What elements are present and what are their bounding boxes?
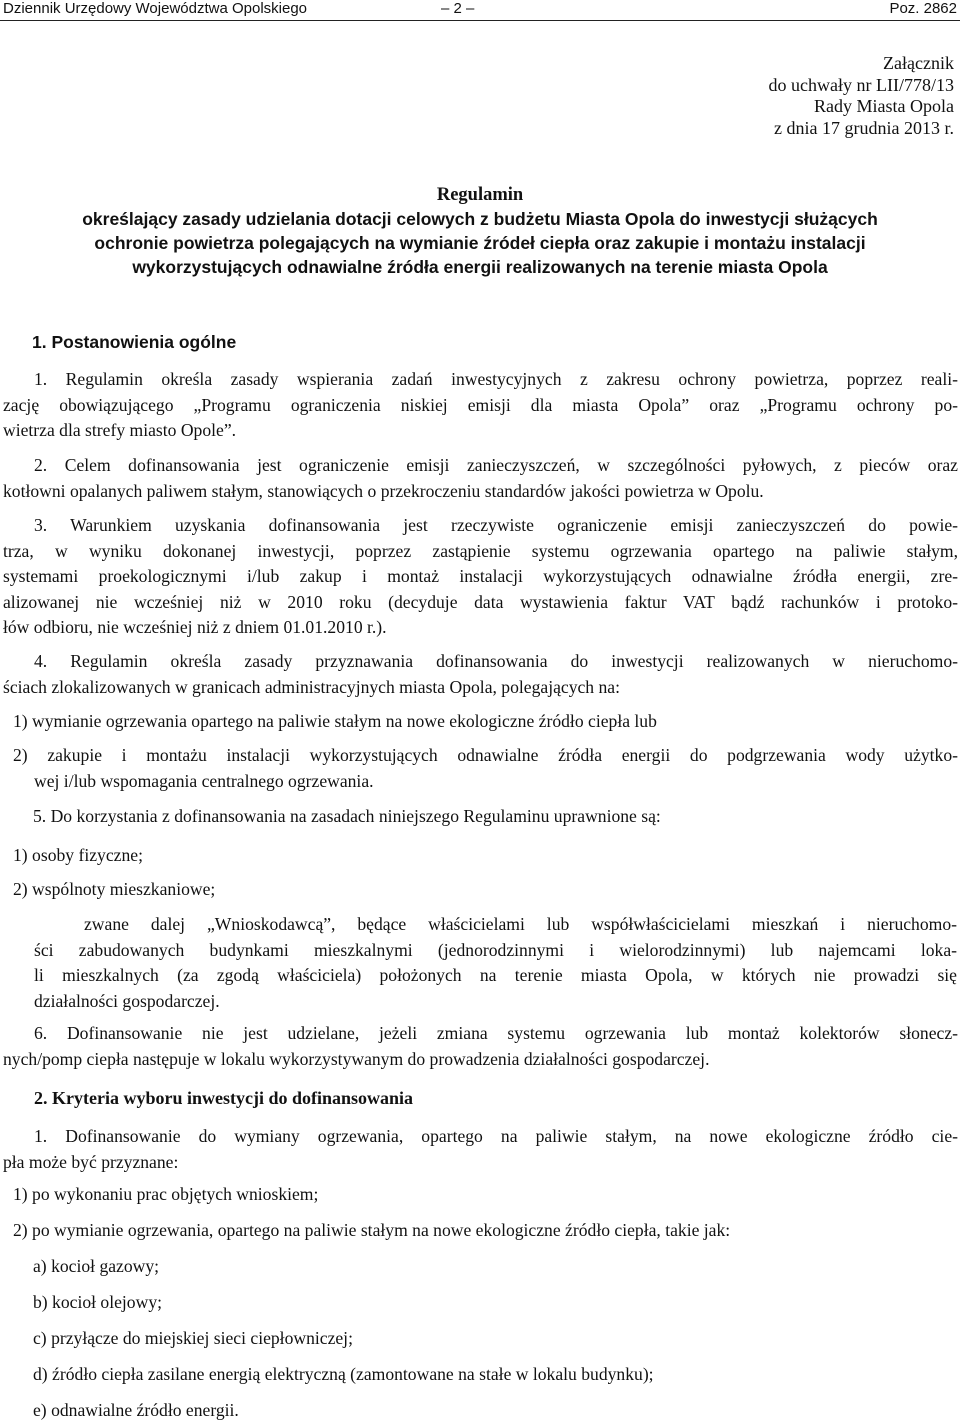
- text-line: li mieszkalnych (za zgodą właściciela) położonych na terenie miasta Opola, w których nie prowadzi się: [34, 965, 957, 985]
- title-line: określający zasady udzielania dotacji celowych z budżetu Miasta Opola do inwestycji służących: [82, 209, 878, 229]
- text-line: ściach zlokalizowanych w granicach administracyjnych miasta Opola, polegających na:: [3, 676, 621, 697]
- list-item: 2) po wymianie ogrzewania, opartego na paliwie stałym na nowe ekologiczne źródło ciepła, takie jak:: [13, 1220, 731, 1240]
- list-item: [13, 743, 958, 794]
- text-line: pła może być przyznane:: [3, 1151, 179, 1172]
- paragraph-note: [34, 912, 957, 1014]
- annex-block: [769, 53, 954, 139]
- list-item: 1) wymianie ogrzewania opartego na paliwie stałym na nowe ekologiczne źródło ciepła lub: [13, 711, 657, 731]
- paragraph-1: [3, 367, 958, 444]
- title-line: ochronie powietrza polegających na wymianie źródeł ciepła oraz zakupie i montażu instalacji: [94, 233, 866, 253]
- paragraph-3: [3, 513, 958, 641]
- text-line: ści zabudowanych budynkami mieszkalnymi (jednorodzinnymi i wielorodzinnymi) lub najemcami loka-: [34, 939, 957, 960]
- text-line: 6. Dofinansowanie nie jest udzielane, jeżeli zmiana systemu ogrzewania lub montaż kolektorów słonecz-: [34, 1023, 958, 1043]
- page-header: [0, 0, 960, 22]
- text-line: 1. Regulamin określa zasady wspierania zadań inwestycyjnych z zakresu ochrony powietrza, poprzez reali-: [34, 369, 958, 389]
- list-item: 1) osoby fizyczne;: [13, 845, 143, 865]
- section-heading-1: 1. Postanowienia ogólne: [32, 332, 237, 352]
- text-line: zację obowiązującego „Programu ograniczenia niskiej emisji dla miasta Opola” oraz „Programu ochrony po-: [3, 394, 958, 415]
- list-item: d) źródło ciepła zasilane energią elektryczną (zamontowane na stałe w lokalu budynku);: [33, 1364, 654, 1384]
- paragraph-7: [3, 1124, 958, 1175]
- list-item: c) przyłącze do miejskiej sieci ciepłowniczej;: [33, 1328, 353, 1348]
- page-number: – 2 –: [441, 0, 475, 17]
- text-line: alizowanej nie wcześniej niż w 2010 roku (decyduje data wystawienia faktur VAT bądź rachunków i protoko-: [3, 591, 958, 612]
- paragraph-2: [3, 453, 958, 504]
- list-item: a) kocioł gazowy;: [33, 1256, 160, 1276]
- text-line: 1. Dofinansowanie do wymiany ogrzewania, opartego na paliwie stałym, na nowe ekologiczne źródło cie-: [34, 1126, 958, 1146]
- list-item: b) kocioł olejowy;: [33, 1292, 162, 1312]
- annex-line: Rady Miasta Opola: [814, 96, 954, 116]
- title-head: Regulamin: [436, 185, 524, 205]
- list-item: 1) po wykonaniu prac objętych wnioskiem;: [13, 1184, 319, 1204]
- text-line: systemami proekologicznymi i/lub zakup i montaż instalacji wykorzystujących odnawialne źródła energii, zre-: [3, 566, 958, 586]
- text-line: kotłowni opalanych paliwem stałym, stanowiących o przekroczeniu standardów jakości powietrza w Opolu.: [3, 480, 764, 501]
- journal-title: Dziennik Urzędowy Województwa Opolskiego: [3, 0, 308, 17]
- text-line: działalności gospodarczej.: [34, 990, 220, 1011]
- text-line: wej i/lub wspomagania centralnego ogrzewania.: [34, 770, 374, 791]
- paragraph-6: [3, 1021, 958, 1072]
- position-number: Poz. 2862: [889, 0, 957, 17]
- paragraph-4: [3, 649, 958, 700]
- text-line: trza, w wyniku dokonanej inwestycji, poprzez zastąpienie systemu ogrzewania opartego na paliwie stałym,: [3, 540, 958, 561]
- header-divider: [0, 20, 960, 21]
- text-line: wietrza dla strefy miasto Opole”.: [3, 420, 237, 440]
- annex-line: Załącznik: [883, 53, 954, 73]
- annex-line: do uchwały nr LII/778/13: [768, 74, 954, 95]
- document-title: [0, 183, 960, 279]
- text-line: 3. Warunkiem uzyskania dofinansowania jest rzeczywiste ograniczenie emisji zanieczyszczeń do powie-: [34, 515, 958, 535]
- list-item: e) odnawialne źródło energii.: [33, 1400, 239, 1420]
- paragraph-5: 5. Do korzystania z dofinansowania na zasadach niniejszego Regulaminu uprawnione są:: [33, 806, 661, 826]
- text-line: łów odbioru, nie wcześniej niż z dniem 01.01.2010 r.).: [3, 617, 387, 637]
- annex-line: z dnia 17 grudnia 2013 r.: [774, 117, 954, 138]
- title-line: wykorzystujących odnawialne źródła energii realizowanych na terenie miasta Opola: [132, 257, 828, 277]
- text-line: zwane dalej „Wnioskodawcą”, będące właścicielami lub współwłaścicielami mieszkań i nieruchomo-: [84, 914, 957, 934]
- text-line: 4. Regulamin określa zasady przyznawania dofinansowania do inwestycji realizowanych w nieruchomo-: [34, 651, 958, 671]
- text-line: 2) zakupie i montażu instalacji wykorzystujących odnawialne źródła energii do podgrzewania wody użytko-: [13, 745, 958, 765]
- list-item: 2) wspólnoty mieszkaniowe;: [13, 879, 216, 899]
- text-line: 2. Celem dofinansowania jest ograniczenie emisji zanieczyszczeń, w szczególności pyłowych, z pieców oraz: [34, 455, 958, 475]
- text-line: nych/pomp ciepła następuje w lokalu wykorzystywanym do prowadzenia działalności gospodarczej.: [3, 1048, 710, 1069]
- section-heading-2: 2. Kryteria wyboru inwestycji do dofinansowania: [34, 1088, 414, 1108]
